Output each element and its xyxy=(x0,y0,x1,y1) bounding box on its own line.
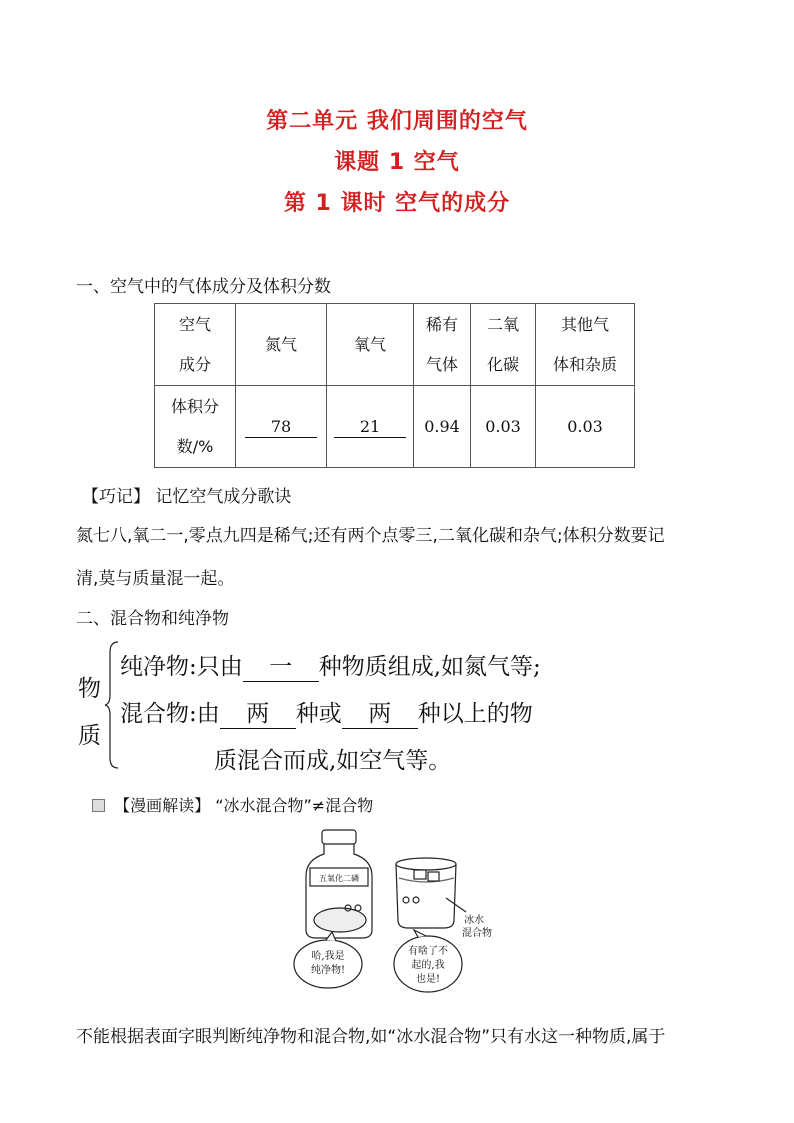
comic-icon xyxy=(92,799,105,812)
bottle-icon xyxy=(306,830,372,938)
blank-mix-2: 两 xyxy=(342,700,418,729)
blank-mix-1: 两 xyxy=(220,700,296,729)
beaker-label-2: 混合物 xyxy=(462,928,492,939)
mnemonic-line-1: 氮七八,氧二一,零点九四是稀气;还有两个点零三,二氧化碳和杂气;体积分数要记 xyxy=(76,526,665,546)
beaker-label-1: 冰水 xyxy=(464,915,484,926)
root-char-2: 质 xyxy=(78,723,101,749)
svg-text:有啥了不: 有啥了不 xyxy=(408,946,448,957)
mnemonic-line-2: 清,莫与质量混一起。 xyxy=(76,569,235,589)
lesson-title: 第 1 课时 空气的成分 xyxy=(283,191,511,216)
speech-bubble-left xyxy=(294,932,362,988)
value-nitrogen: 78 xyxy=(236,386,327,468)
unit-title: 第二单元 我们周围的空气 xyxy=(266,109,528,134)
tip-line xyxy=(82,482,291,507)
svg-text:纯净物!: 纯净物! xyxy=(310,965,346,976)
svg-text:哈,我是: 哈,我是 xyxy=(311,951,345,962)
bottle-label: 五氧化二磷 xyxy=(319,874,359,883)
blank-pure: 一 xyxy=(243,653,319,682)
comic-heading: 【漫画解读】 “冰水混合物”≠混合物 xyxy=(92,793,373,816)
mixture-row: 混合物:由 两 种或 两 种以上的物 xyxy=(120,701,533,727)
root-char-1: 物 xyxy=(78,676,101,702)
col-others: 其他气 体和杂质 xyxy=(536,304,635,386)
value-noble-gas: 0.94 xyxy=(414,386,471,468)
topic-title: 课题 1 空气 xyxy=(334,150,460,175)
mixture-row-cont: 质混合而成,如空气等。 xyxy=(214,748,452,774)
pure-substance-row: 纯净物:只由 一 种物质组成,如氮气等; xyxy=(120,654,541,680)
air-composition-table xyxy=(154,303,635,468)
beaker-icon xyxy=(396,858,466,928)
col-nitrogen: 氮气 xyxy=(236,304,327,386)
value-others: 0.03 xyxy=(536,386,635,468)
value-co2: 0.03 xyxy=(471,386,536,468)
tip-tag: 【巧记】 xyxy=(82,487,150,507)
comic-illustration xyxy=(286,828,516,998)
section1-heading: 一、空气中的气体成分及体积分数 xyxy=(76,277,331,297)
substance-classification xyxy=(76,640,716,780)
col-oxygen: 氧气 xyxy=(327,304,414,386)
brace-icon xyxy=(104,640,120,770)
explanation-line: 不能根据表面字眼判断纯净物和混合物,如“冰水混合物”只有水这一种物质,属于 xyxy=(76,1027,666,1047)
svg-text:起的,我: 起的,我 xyxy=(411,960,445,971)
col-co2: 二氧 化碳 xyxy=(471,304,536,386)
svg-text:也是!: 也是! xyxy=(415,974,441,985)
header-label-cell: 空气 成分 xyxy=(155,304,236,386)
speech-bubble-right xyxy=(394,930,462,992)
row-label-cell: 体积分 数/% xyxy=(155,386,236,468)
col-noble-gas: 稀有 气体 xyxy=(414,304,471,386)
section2-heading: 二、混合物和纯净物 xyxy=(76,609,229,629)
tip-text: 记忆空气成分歌诀 xyxy=(155,487,292,507)
value-oxygen: 21 xyxy=(327,386,414,468)
